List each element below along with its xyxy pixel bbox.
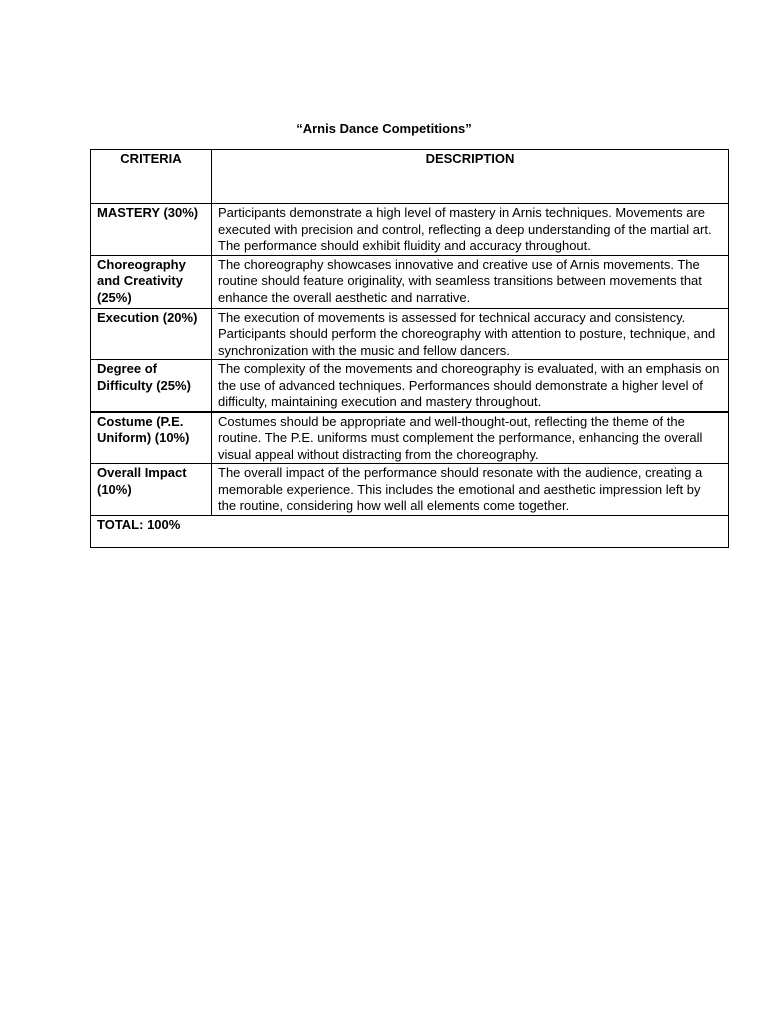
description-cell: The choreography showcases innovative and creative use of Arnis movements. The routine should feature originality, with seamless transitions between movements that enhance the overall aesthetic and narrative.	[212, 255, 729, 308]
criteria-cell: Degree of Difficulty (25%)	[91, 360, 212, 412]
table-row	[91, 412, 729, 464]
document-title: “Arnis Dance Competitions”	[296, 121, 472, 136]
description-cell: Costumes should be appropriate and well-thought-out, reflecting the theme of the routine. The P.E. uniforms must complement the performance, enhancing the overall visual appeal without distracting from the choreography.	[212, 412, 729, 464]
total-cell: TOTAL: 100%	[91, 515, 729, 547]
table-row	[91, 255, 729, 308]
table-row	[91, 204, 729, 256]
description-cell: The complexity of the movements and choreography is evaluated, with an emphasis on the use of advanced techniques. Performances should demonstrate a higher level of difficulty, maintaining execution and mastery throughout.	[212, 360, 729, 412]
table-row	[91, 360, 729, 412]
total-row	[91, 515, 729, 547]
description-cell: The overall impact of the performance should resonate with the audience, creating a memorable experience. This includes the emotional and aesthetic impression left by the routine, considering how well all elements come together.	[212, 464, 729, 516]
criteria-cell: Overall Impact (10%)	[91, 464, 212, 516]
criteria-cell: Costume (P.E. Uniform) (10%)	[91, 412, 212, 464]
criteria-cell: Execution (20%)	[91, 308, 212, 360]
table-row	[91, 308, 729, 360]
table-header-row	[91, 150, 729, 204]
criteria-cell: Choreography and Creativity (25%)	[91, 255, 212, 308]
description-cell: The execution of movements is assessed for technical accuracy and consistency. Participants should perform the choreography with attention to posture, technique, and synchronization with the music and fellow dancers.	[212, 308, 729, 360]
table-row	[91, 464, 729, 516]
description-header: DESCRIPTION	[212, 150, 729, 204]
criteria-cell: MASTERY (30%)	[91, 204, 212, 256]
description-cell: Participants demonstrate a high level of mastery in Arnis techniques. Movements are executed with precision and control, reflecting a deep understanding of the martial art. The performance should exhibit fluidity and accuracy throughout.	[212, 204, 729, 256]
criteria-header: CRITERIA	[91, 150, 212, 204]
criteria-table	[90, 149, 729, 548]
